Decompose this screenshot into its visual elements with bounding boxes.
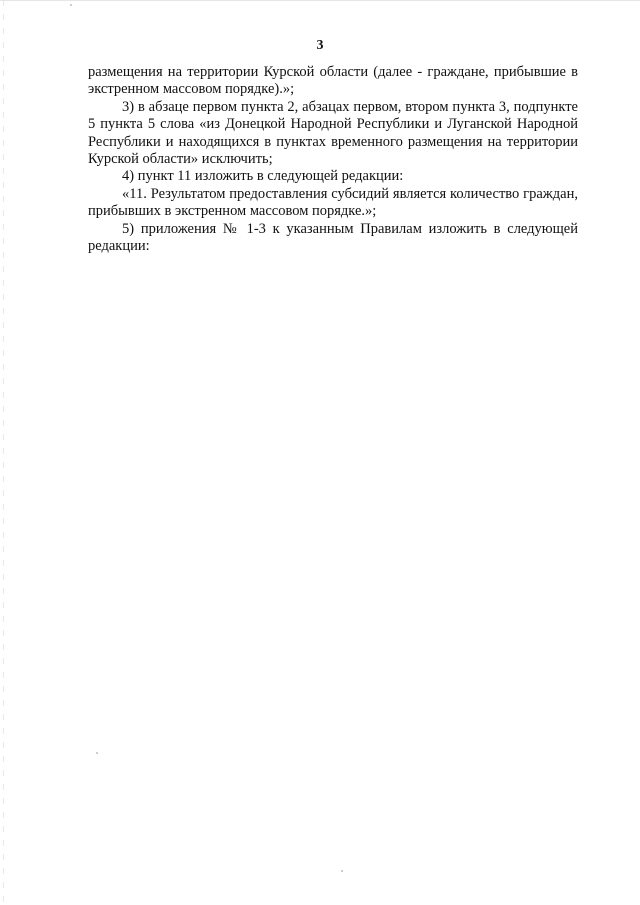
paragraph-item-4: 4) пункт 11 изложить в следующей редакции: [122,168,404,185]
scan-edge-top [0,0,640,1]
scan-speck [70,4,72,6]
scan-speck [96,752,98,754]
page-number: 3 [316,38,324,53]
paragraph-item-5: 5) приложения № 1-3 к указанным Правилам изложить в следующей редакции: [88,220,578,255]
paragraph-quote-11: «11. Результатом предоставления субсидий является количество граждан, прибывших в экстренном массовом порядке.»; [88,185,578,220]
scan-edge-left [3,0,4,905]
document-body [88,64,578,255]
paragraph-continuation: размещения на территории Курской области (далее - граждане, прибывшие в экстренном массовом порядке).»; [88,64,578,98]
paragraph-item-3: 3) в абзаце первом пункта 2, абзацах первом, втором пункта 3, подпункте 5 пункта 5 слова «из Донецкой Народной Республики и Луганской Народной Республики и находящихся в пунктах временного размещения на территории Курской области» исключить; [88,98,578,168]
scan-speck [341,870,343,872]
